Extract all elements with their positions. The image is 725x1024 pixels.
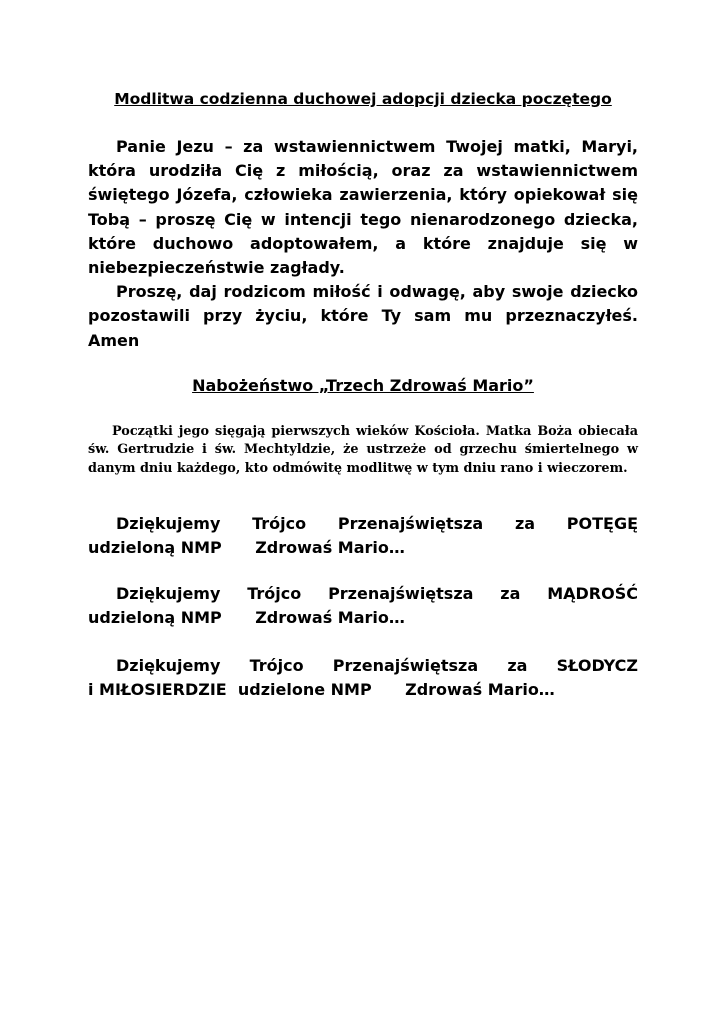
invocation-word: za (507, 656, 528, 675)
invocation-line (88, 582, 638, 606)
invocation-ending: i MIŁOSIERDZIE udzielone NMP Zdrowaś Mario… (88, 680, 555, 699)
invocation-attribute: POTĘGĘ (566, 514, 638, 533)
invocation-word: Przenajświętsza (337, 514, 484, 533)
prayer-text (88, 135, 638, 353)
thanks-invocation (88, 582, 638, 630)
section-title: Nabożeństwo „Trzech Zdrowaś Mario” (192, 376, 534, 395)
prayer-paragraph: Panie Jezu – za wstawiennictwem Twojej matki, Maryi, która urodziła Cię z miłością, oraz za wstawiennictwem świętego Józefa, człowieka zawierzenia, który opiekował się Tobą – proszę Cię w intencji tego nienarodzonego dziecka, które duchowo adoptowałem, a które znajduje się w niebezpieczeństwie zagłady. (88, 137, 638, 278)
invocation-attribute: SŁODYCZ (556, 656, 638, 675)
invocation-line (88, 512, 638, 536)
invocation-word: Trójco (252, 514, 307, 533)
invocation-word: Trójco (249, 656, 304, 675)
invocation-word: za (500, 584, 521, 603)
invocation-word: Dziękujemy (116, 656, 221, 675)
prayer-paragraph: Proszę, daj rodzicom miłość i odwagę, aby swoje dziecko pozostawili przy życiu, które Ty sam mu przeznaczyłeś. Amen (88, 282, 638, 350)
history-paragraph: Początki jego sięgają pierwszych wieków Kościoła. Matka Boża obiecała św. Gertrudzie i św. Mechtyldzie, że ustrzeże od grzechu śmiertelnego w danym dniu każdego, kto odmówitę modlitwę w tym dniu rano i wieczorem. (88, 424, 638, 476)
invocation-ending: udzieloną NMP Zdrowaś Mario… (88, 538, 405, 557)
invocation-word: za (514, 514, 536, 533)
invocation-ending: udzieloną NMP Zdrowaś Mario… (88, 608, 405, 627)
invocation-word: Przenajświętsza (332, 656, 479, 675)
thanks-invocation (88, 512, 638, 560)
thanks-invocation (88, 654, 638, 702)
invocation-word: Przenajświętsza (328, 584, 474, 603)
invocation-word: Dziękujemy (116, 584, 221, 603)
invocation-word: Dziękujemy (116, 514, 221, 533)
invocation-line (88, 654, 638, 678)
invocation-word: Trójco (247, 584, 302, 603)
page-title: Modlitwa codzienna duchowej adopcji dziecka poczętego (114, 90, 612, 108)
invocation-attribute: MĄDROŚĆ (547, 584, 638, 603)
